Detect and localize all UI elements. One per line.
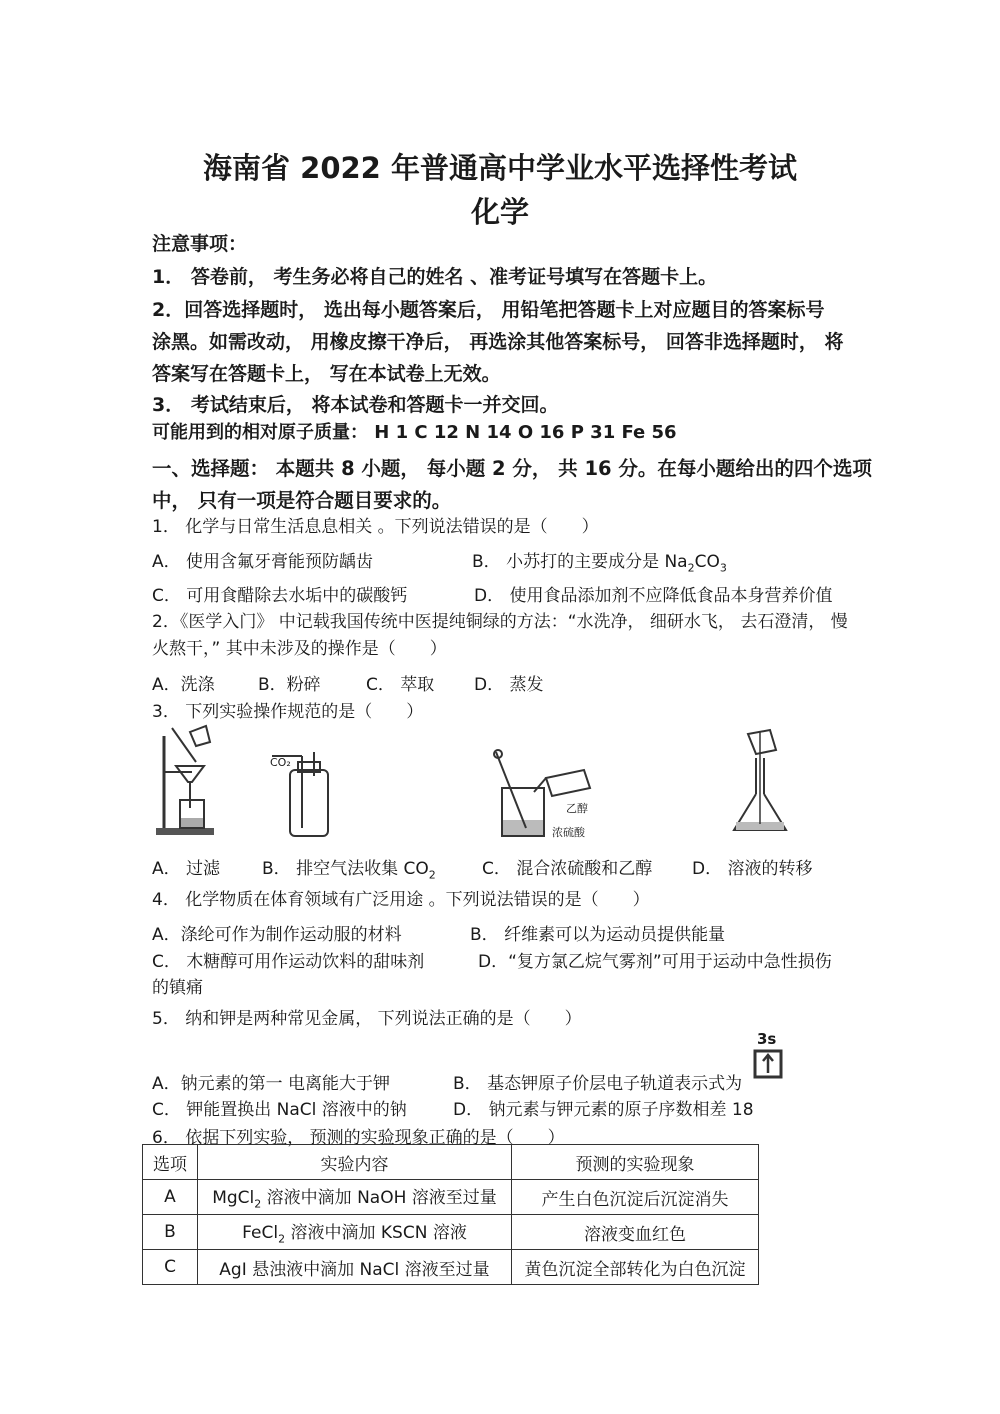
row-option: C [143,1250,198,1285]
q4-option-a: A．涤纶可作为制作运动服的材料 [152,925,402,945]
section-heading-line1: 一、选择题： 本题共 8 小题， 每小题 2 分， 共 16 分。在每小题给出的四个选项 [152,457,872,480]
subject-title: 化学 [470,195,529,229]
q4-option-d: D．“复方氯乙烷气雾剂”可用于运动中急性损伤 [478,952,832,972]
fig-c-acid-label: 浓硫酸 [552,826,585,839]
row-experiment: MgCl$_2$ 溶液中滴加 NaOH 溶液至过量 [198,1180,512,1215]
q3-option-d: D． 溶液的转移 [692,859,813,879]
q2-option-d: D． 蒸发 [474,675,544,695]
q5-option-b: B． 基态钾原子价层电子轨道表示式为 [453,1074,743,1094]
note-2-line1: 2．回答选择题时， 选出每小题答案后， 用铅笔把答题卡上对应题目的答案标号 [152,299,825,321]
q5-stem: 5． 纳和钾是两种常见金属， 下列说法正确的是（ ） [152,1009,582,1029]
q5-option-d: D． 钠元素与钾元素的原子序数相差 18 [453,1100,754,1120]
atomic-mass-line: 可能用到的相对原子质量： H 1 C 12 N 14 O 16 P 31 Fe 56 [152,422,677,443]
note-1: 1． 答卷前， 考生务必将自己的姓名 、准考证号填写在答题卡上。 [152,266,718,288]
table-header-row [143,1145,759,1180]
section-heading-line2: 中， 只有一项是符合题目要求的。 [152,489,452,512]
row-experiment: FeCl$_2$ 溶液中滴加 KSCN 溶液 [198,1215,512,1250]
q2-stem-line2: 火熬干，” 其中未涉及的操作是（ ） [152,639,447,659]
q3-option-c: C． 混合浓硫酸和乙醇 [482,859,653,879]
q1-stem: 1． 化学与日常生活息息相关 。下列说法错误的是（ ） [152,517,599,537]
orbital-diagram-label: 3s [757,1030,777,1048]
q1-option-c: C． 可用食醋除去水垢中的碳酸钙 [152,586,408,606]
q3-option-b: B． 排空气法收集 $CO_2$ [262,859,436,882]
row-option: A [143,1180,198,1215]
q4-option-d-continued: 的镇痛 [152,978,203,998]
fig-b-gas-label: CO₂ [270,756,291,769]
q1-option-b: B． 小苏打的主要成分是 $Na_2CO_3$ [472,552,727,575]
q3-stem: 3． 下列实验操作规范的是（ ） [152,702,424,722]
q5-option-a: A．钠元素的第一 电离能大于钾 [152,1074,391,1094]
row-phenomenon: 产生白色沉淀后沉淀消失 [512,1180,759,1215]
q2-option-c: C． 萃取 [366,675,435,695]
orbital-box-diagram [752,1048,784,1080]
notes-heading: 注意事项： [152,233,248,255]
q6-stem: 6． 依据下列实验， 预测的实验现象正确的是（ ） [152,1128,565,1148]
exam-title: 海南省 2022 年普通高中学业水平选择性考试 [203,151,797,185]
row-phenomenon: 溶液变血红色 [512,1215,759,1250]
note-3: 3． 考试结束后， 将本试卷和答题卡一并交回。 [152,394,559,416]
filtration-apparatus-figure [150,722,220,840]
q2-option-b: B．粉碎 [258,675,321,695]
table-row [143,1180,759,1215]
row-option: B [143,1215,198,1250]
q4-stem: 4． 化学物质在体育领域有广泛用途 。下列说法错误的是（ ） [152,890,650,910]
table-row [143,1215,759,1250]
experiment-table [142,1144,759,1285]
q2-stem-line1: 2．《医学入门》 中记载我国传统中医提纯铜绿的方法：“水洗净， 细研水飞， 去石澄清， 慢 [152,612,848,632]
header-option: 选项 [143,1145,198,1180]
row-phenomenon: 黄色沉淀全部转化为白色沉淀 [512,1250,759,1285]
q1-option-a: A． 使用含氟牙膏能预防龋齿 [152,552,374,572]
table-row [143,1250,759,1285]
fig-c-ethanol-label: 乙醇 [566,802,588,815]
note-2-line2: 涂黑。如需改动， 用橡皮擦干净后， 再选涂其他答案标号， 回答非选择题时， 将 [152,331,844,353]
header-phenomenon: 预测的实验现象 [512,1145,759,1180]
q3-option-a: A． 过滤 [152,859,221,879]
note-2-line3: 答案写在答题卡上， 写在本试卷上无效。 [152,363,501,385]
volumetric-flask-figure [726,728,790,840]
header-experiment: 实验内容 [198,1145,512,1180]
q5-option-c: C． 钾能置换出 NaCl 溶液中的钠 [152,1100,407,1120]
q4-option-c: C． 木糖醇可用作运动饮料的甜味剂 [152,952,425,972]
q1-option-d: D． 使用食品添加剂不应降低食品本身营养价值 [474,586,833,606]
q2-option-a: A．洗涤 [152,675,215,695]
q4-option-b: B． 纤维素可以为运动员提供能量 [470,925,726,945]
row-experiment: AgI 悬浊液中滴加 NaCl 溶液至过量 [198,1250,512,1285]
